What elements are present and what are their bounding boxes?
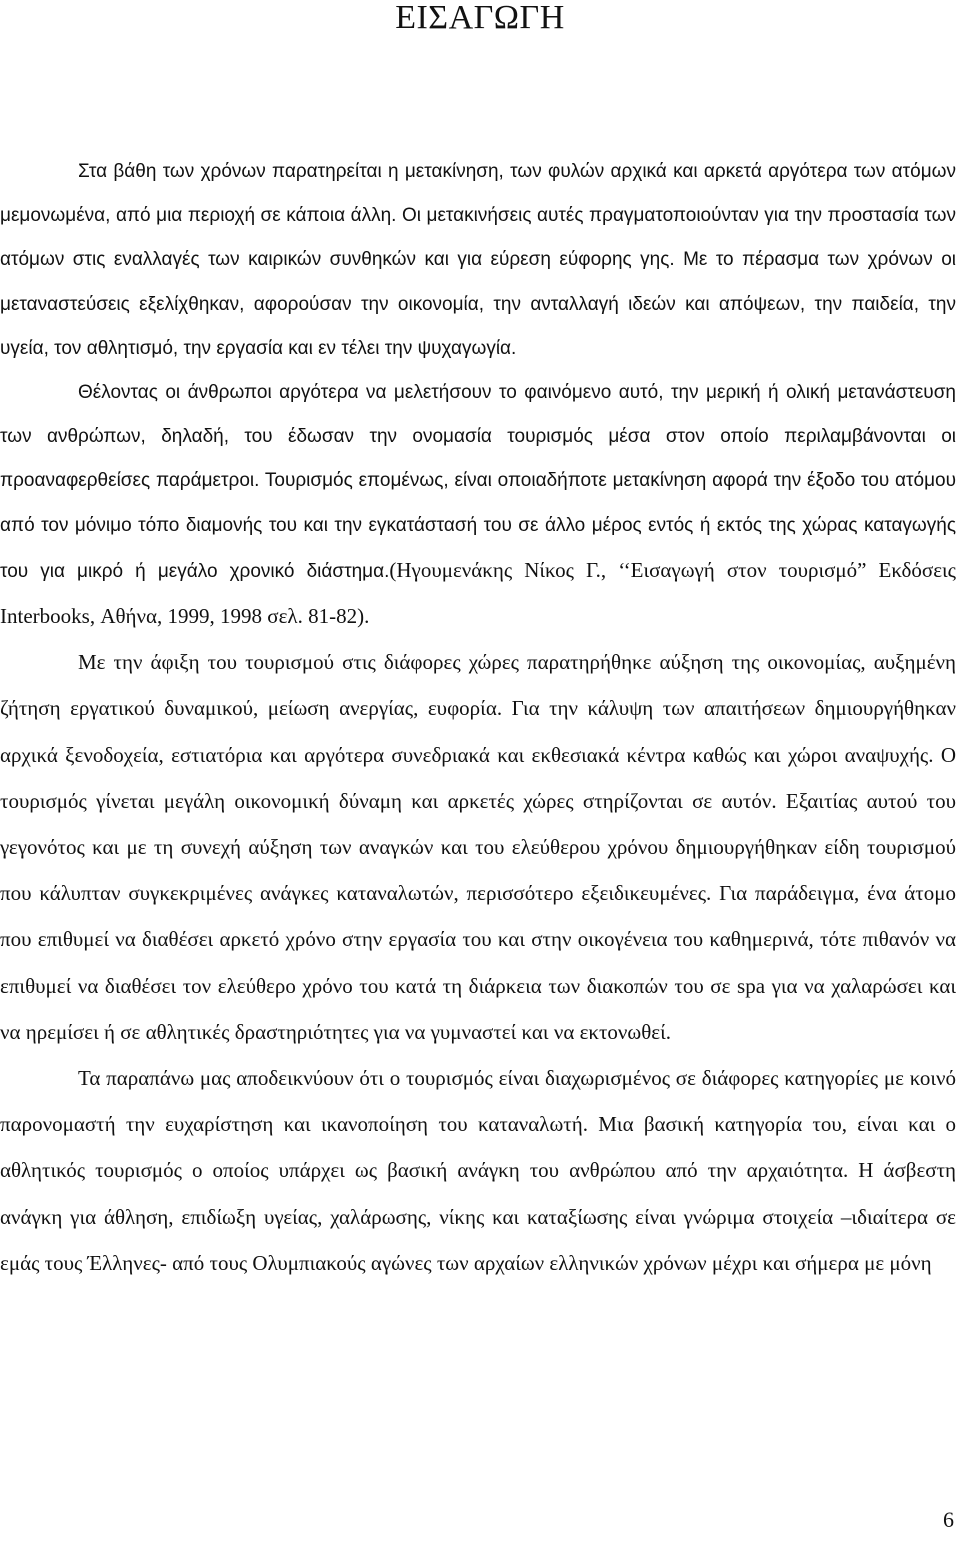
paragraph-4-sentence-1: Τα παραπάνω μας αποδεικνύουν ότι ο τουρισμός είναι διαχωρισμένος σε διάφορες κατηγορίες με κοινό παρονομαστή την ευχαρίστηση και ικανοποίηση του καταναλωτή. [0,1066,956,1137]
citation: (Ηγουμενάκης Νίκος Γ., ‘‘Εισαγωγή στον τουρισμό” Εκδόσεις Interbooks, Αθήνα, 1999, 1998 σελ. 81-82). [0,557,956,629]
paragraph-3-sentence-3: Ο τουρισμός γίνεται μεγάλη οικονομική δύναμη και αρκετές χώρες στηρίζονται σε αυτόν. [0,742,956,813]
page-number: 6 [943,1507,954,1532]
paragraph-3 [0,640,956,1056]
body-text [0,150,956,1287]
paragraph-3-sentence-2: Για την κάλυψη των απαιτήσεων δημιουργήθηκαν αρχικά ξενοδοχεία, εστιατόρια και αργότερα συνεδριακά και εκθεσιακά κέντρα καθώς και χώροι αναψυχής. [0,696,956,767]
paragraph-3-sentence-4: Εξαιτίας αυτού του γεγονότος και με τη συνεχή αύξηση των αναγκών και του ελεύθερου χρόνου δημιουργήθηκαν είδη τουρισμού που κάλυπταν συγκεκριμένες ανάγκες καταναλωτών, περισσότερο εξειδικευμένες. [0,788,957,906]
paragraph-1 [0,150,956,371]
paragraph-3-sentence-5: Για παράδειγμα, ένα άτομο που επιθυμεί να διαθέσει αρκετό χρόνο στην εργασία του και στην οικογένεια του καθημερινά, τότε πιθανόν να επιθυμεί να διαθέσει τον ελεύθερο χρόνο του κατά τη διάρκεια των διακοπών του σε spa για να χαλαρώσει και να ηρεμίσει ή σε αθλητικές δραστηριότητες για να γυμναστεί και να εκτονωθεί. [0,881,956,1044]
paragraph-1-text: Στα βάθη των χρόνων παρατηρείται η μετακίνηση, των φυλών αρχικά και αρκετά αργότερα των ατόμων μεμονωμένα, από μια περιοχή σε κάποια άλλη. Οι μετακινήσεις αυτές πραγματοποιούνταν για την προστασία των ατόμων στις εναλλαγές των καιρικών συνθηκών και για εύρεση εύφορης γης. Με το πέρασμα των χρόνων οι μεταναστεύσεις εξελίχθηκαν, αφορούσαν την οικονομία, την ανταλλαγή ιδεών και απόψεων, την παιδεία, την υγεία, τον αθλητισμό, την εργασία και εν τέλει την ψυχαγωγία. [0,161,956,359]
paragraph-4 [0,1056,956,1287]
paragraph-4-sentence-2: Μια βασική κατηγορία του, είναι και ο αθλητικός τουρισμός ο οποίος υπάρχει ως βασική ανάγκη του ανθρώπου από την αρχαιότητα. [0,1112,957,1183]
paragraph-2 [0,371,956,640]
page-title: ΕΙΣΑΓΩΓΗ [395,0,565,36]
paragraph-3-sentence-1: Με την άφιξη του τουρισμού στις διάφορες χώρες παρατηρήθηκε αύξηση της οικονομίας, αυξημένη ζήτηση εργατικού δυναμικού, μείωση ανεργίας, ευφορία. [0,650,956,721]
paragraph-2-text: Θέλοντας οι άνθρωποι αργότερα να μελετήσουν το φαινόμενο αυτό, την μερική ή ολική μετανάστευση των ανθρώπων, δηλαδή, του έδωσαν την ονομασία τουρισμός μέσα στον οποίο περιλαμβάνονται οι προαναφερθείσες παράμετροι. Τουρισμός επομένως, είναι οποιαδήποτε μετακίνηση αφορά την έξοδο του ατόμου από τον μόνιμο τόπο διαμονής του και την εγκατάστασή του σε άλλο μέρος εντός ή εκτός της χώρας καταγωγής του για μικρό ή μεγάλο χρονικό διάστημα. [0,382,956,582]
paragraph-4-sentence-3: Η άσβεστη ανάγκη για άθληση, επιδίωξη υγείας, χαλάρωσης, νίκης και καταξίωσης είναι γνώριμα στοιχεία –ιδιαίτερα σε εμάς τους Έλληνες- από τους Ολυμπιακούς αγώνες των αρχαίων ελληνικών χρόνων μέχρι και σήμερα με μόνη [0,1158,957,1275]
